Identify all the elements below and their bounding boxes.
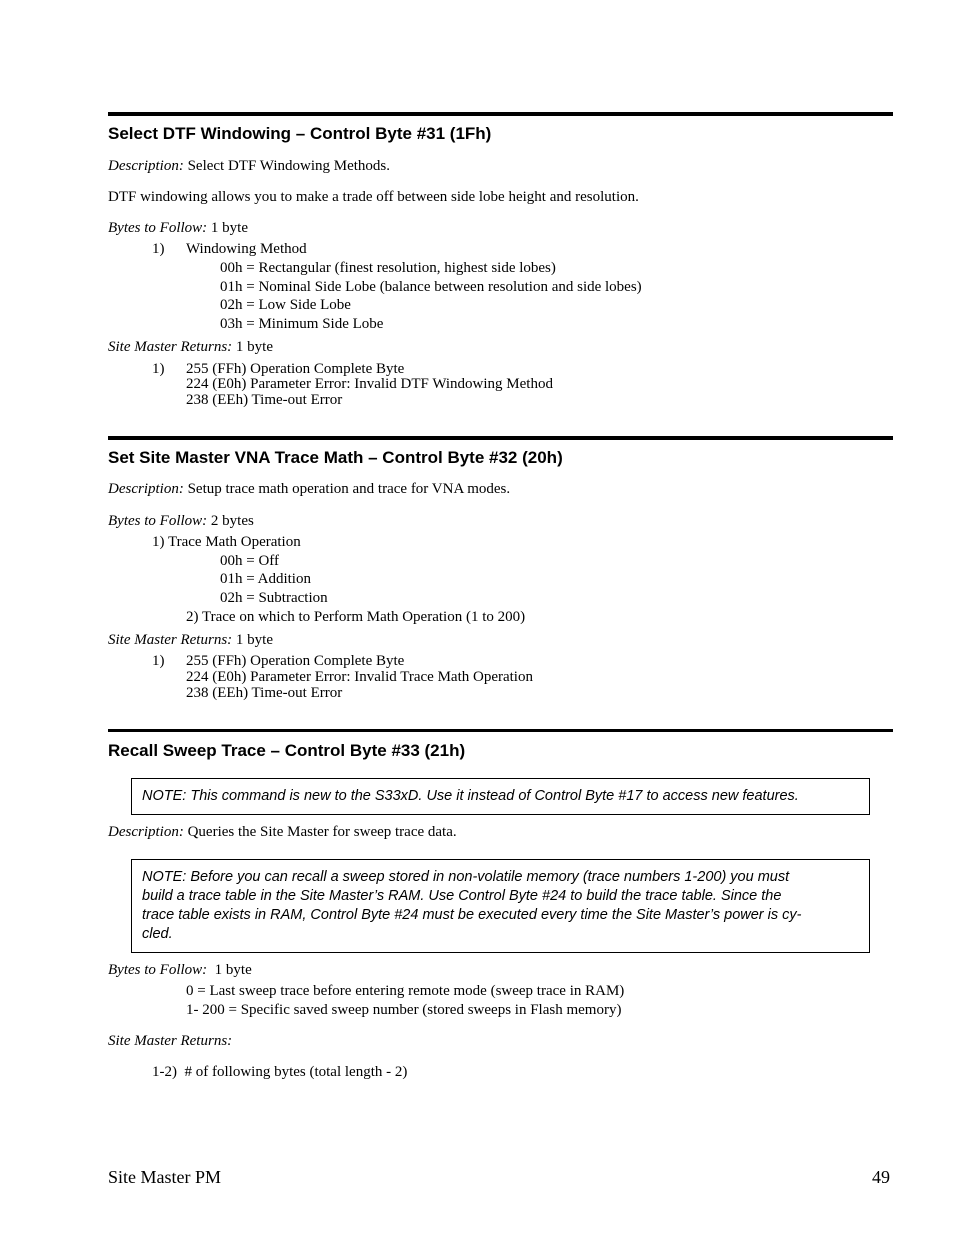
- note-line: cled.: [142, 926, 173, 942]
- bytes-to-follow-line: [108, 962, 252, 979]
- bytes-to-follow-line: [108, 220, 248, 237]
- returns-line: [108, 632, 273, 649]
- returns-label: Site Master Returns:: [108, 1033, 233, 1049]
- page-number: 49: [872, 1167, 890, 1187]
- option-item: 00h = Off: [220, 553, 280, 569]
- description-text: Select DTF Windowing Methods.: [187, 158, 391, 174]
- option-item: 01h = Addition: [220, 571, 311, 587]
- returns-line: [108, 339, 273, 356]
- description-label: Description:: [108, 824, 184, 840]
- note-box: [131, 859, 870, 953]
- description-line: [108, 824, 457, 841]
- note-line: trace table exists in RAM, Control Byte #24 must be executed every time the Site Master’s power is cy-: [142, 907, 802, 923]
- return-item: 255 (FFh) Operation Complete Byte: [186, 361, 405, 377]
- paragraph: DTF windowing allows you to make a trade off between side lobe height and resolution.: [108, 189, 639, 205]
- description-line: [108, 481, 510, 498]
- description-label: Description:: [108, 158, 184, 174]
- param-name: Windowing Method: [186, 241, 307, 257]
- return-item: 224 (E0h) Parameter Error: Invalid Trace Math Operation: [186, 669, 533, 685]
- bytes-value: 1 byte: [210, 962, 252, 978]
- note-box: [131, 778, 870, 815]
- param-number: 1): [152, 241, 165, 257]
- param-line: 2) Trace on which to Perform Math Operation (1 to 200): [186, 609, 526, 625]
- note-text: NOTE: This command is new to the S33xD. Use it instead of Control Byte #17 to access new features.: [142, 788, 799, 804]
- bytes-label: Bytes to Follow:: [108, 513, 208, 529]
- bytes-to-follow-line: [108, 513, 254, 530]
- option-item: 03h = Minimum Side Lobe: [220, 316, 384, 332]
- returns-value: 1 byte: [235, 632, 273, 648]
- return-item: 238 (EEh) Time-out Error: [186, 392, 343, 408]
- return-item: 224 (E0h) Parameter Error: Invalid DTF Windowing Method: [186, 376, 553, 392]
- description-text: Setup trace math operation and trace for VNA modes.: [187, 481, 511, 497]
- section-rule: [108, 436, 893, 440]
- section-heading: Set Site Master VNA Trace Math – Control Byte #32 (20h): [108, 448, 563, 467]
- return-item: 1-2) # of following bytes (total length - 2): [152, 1064, 408, 1080]
- bytes-label: Bytes to Follow:: [108, 220, 208, 236]
- bytes-label: Bytes to Follow:: [108, 962, 208, 978]
- option-item: 02h = Subtraction: [220, 590, 328, 606]
- return-item: 255 (FFh) Operation Complete Byte: [186, 653, 405, 669]
- param-line: 1) Trace Math Operation: [152, 534, 301, 550]
- option-item: 02h = Low Side Lobe: [220, 297, 351, 313]
- section-heading: Select DTF Windowing – Control Byte #31 (1Fh): [108, 124, 492, 143]
- section-rule: [108, 112, 893, 116]
- return-number: 1): [152, 653, 165, 669]
- note-line: NOTE: Before you can recall a sweep stored in non-volatile memory (trace numbers 1-200) you must: [142, 869, 790, 885]
- returns-label: Site Master Returns:: [108, 632, 233, 648]
- returns-label: Site Master Returns:: [108, 339, 233, 355]
- description-line: [108, 158, 390, 175]
- bytes-value: 2 bytes: [210, 513, 254, 529]
- return-number: 1): [152, 361, 165, 377]
- option-item: 00h = Rectangular (finest resolution, highest side lobes): [220, 260, 556, 276]
- description-label: Description:: [108, 481, 184, 497]
- return-item: 238 (EEh) Time-out Error: [186, 685, 343, 701]
- footer-title: Site Master PM: [108, 1167, 222, 1187]
- bytes-value: 1 byte: [210, 220, 248, 236]
- note-line: build a trace table in the Site Master’s RAM. Use Control Byte #24 to build the trace table. Since the: [142, 888, 782, 904]
- returns-value: 1 byte: [235, 339, 273, 355]
- option-item: 0 = Last sweep trace before entering remote mode (sweep trace in RAM): [186, 983, 625, 999]
- option-item: 01h = Nominal Side Lobe (balance between resolution and side lobes): [220, 279, 642, 295]
- section-rule: [108, 729, 893, 732]
- description-text: Queries the Site Master for sweep trace data.: [187, 824, 457, 840]
- option-item: 1- 200 = Specific saved sweep number (stored sweeps in Flash memory): [186, 1002, 622, 1018]
- section-heading: Recall Sweep Trace – Control Byte #33 (21h): [108, 741, 466, 760]
